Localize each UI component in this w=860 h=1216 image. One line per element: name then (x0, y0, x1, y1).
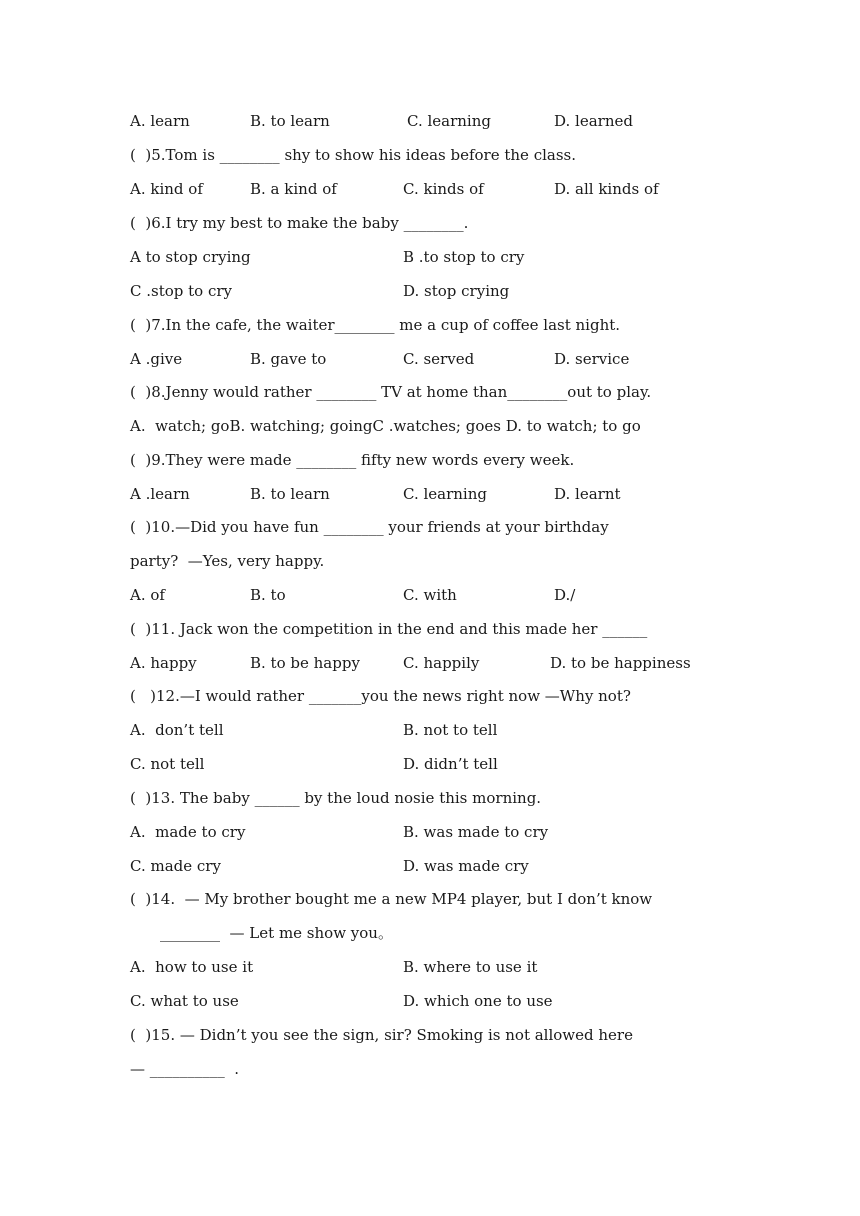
q14-option-d: D. which one to use (403, 992, 553, 1010)
q10-option-b: B. to (250, 586, 286, 604)
q12-option-a: A. don’t tell (130, 721, 224, 739)
q5-option-d: D. all kinds of (554, 180, 659, 198)
q11-option-d: D. to be happiness (550, 654, 691, 672)
q14-option-c: C. what to use (130, 992, 239, 1010)
q14-question-line-1: ( )14. — My brother bought me a new MP4 player, but I don’t know (130, 890, 653, 908)
q9-option-c: C. learning (403, 485, 487, 503)
q7-option-a: A .give (130, 350, 183, 368)
q14-option-b: B. where to use it (403, 958, 538, 976)
q4-option-d: D. learned (554, 112, 633, 130)
q10-question-line-2: party? —Yes, very happy. (130, 552, 325, 570)
q7-question: ( )7.In the cafe, the waiter________ me a cup of coffee last night. (130, 316, 621, 334)
q4-option-c: C. learning (407, 112, 491, 130)
q7-option-c: C. served (403, 350, 475, 368)
q10-option-d: D./ (554, 586, 576, 604)
q6-option-a: A to stop crying (130, 248, 251, 266)
q9-option-a: A .learn (130, 485, 190, 503)
q5-option-c: C. kinds of (403, 180, 484, 198)
q10-option-a: A. of (130, 586, 165, 604)
q14-option-a: A. how to use it (130, 958, 254, 976)
q9-question: ( )9.They were made ________ fifty new words every week. (130, 451, 575, 469)
q5-question: ( )5.Tom is ________ shy to show his ideas before the class. (130, 146, 576, 164)
q8-options: A. watch; goB. watching; goingC .watches; goes D. to watch; to go (130, 417, 641, 435)
q5-option-a: A. kind of (130, 180, 203, 198)
q10-option-c: C. with (403, 586, 457, 604)
q6-option-d: D. stop crying (403, 282, 510, 300)
q4-option-b: B. to learn (250, 112, 330, 130)
q11-option-c: C. happily (403, 654, 480, 672)
q13-option-d: D. was made cry (403, 857, 529, 875)
q13-option-c: C. made cry (130, 857, 221, 875)
q13-option-b: B. was made to cry (403, 823, 549, 841)
q12-question: ( )12.—I would rather _______you the news right now —Why not? (130, 687, 631, 705)
q15-question-line-1: ( )15. — Didn’t you see the sign, sir? Smoking is not allowed here (130, 1026, 633, 1044)
q13-option-a: A. made to cry (130, 823, 246, 841)
q8-question: ( )8.Jenny would rather ________ TV at home than________out to play. (130, 383, 652, 401)
q7-option-d: D. service (554, 350, 630, 368)
q9-option-d: D. learnt (554, 485, 621, 503)
q11-option-a: A. happy (130, 654, 197, 672)
q4-option-a: A. learn (130, 112, 190, 130)
q12-option-b: B. not to tell (403, 721, 498, 739)
q13-question: ( )13. The baby ______ by the loud nosie this morning. (130, 789, 542, 807)
q12-option-c: C. not tell (130, 755, 205, 773)
q6-question: ( )6.I try my best to make the baby ________. (130, 214, 469, 232)
q10-question-line-1: ( )10.—Did you have fun ________ your friends at your birthday (130, 518, 609, 536)
q9-option-b: B. to learn (250, 485, 330, 503)
q12-option-d: D. didn’t tell (403, 755, 498, 773)
q11-question: ( )11. Jack won the competition in the end and this made her ______ (130, 620, 648, 638)
q15-question-line-2: — __________ . (130, 1060, 240, 1078)
q5-option-b: B. a kind of (250, 180, 337, 198)
q6-option-c: C .stop to cry (130, 282, 233, 300)
q14-question-line-2: ________ — Let me show you。 (160, 924, 393, 942)
q7-option-b: B. gave to (250, 350, 327, 368)
q11-option-b: B. to be happy (250, 654, 360, 672)
q6-option-b: B .to stop to cry (403, 248, 525, 266)
